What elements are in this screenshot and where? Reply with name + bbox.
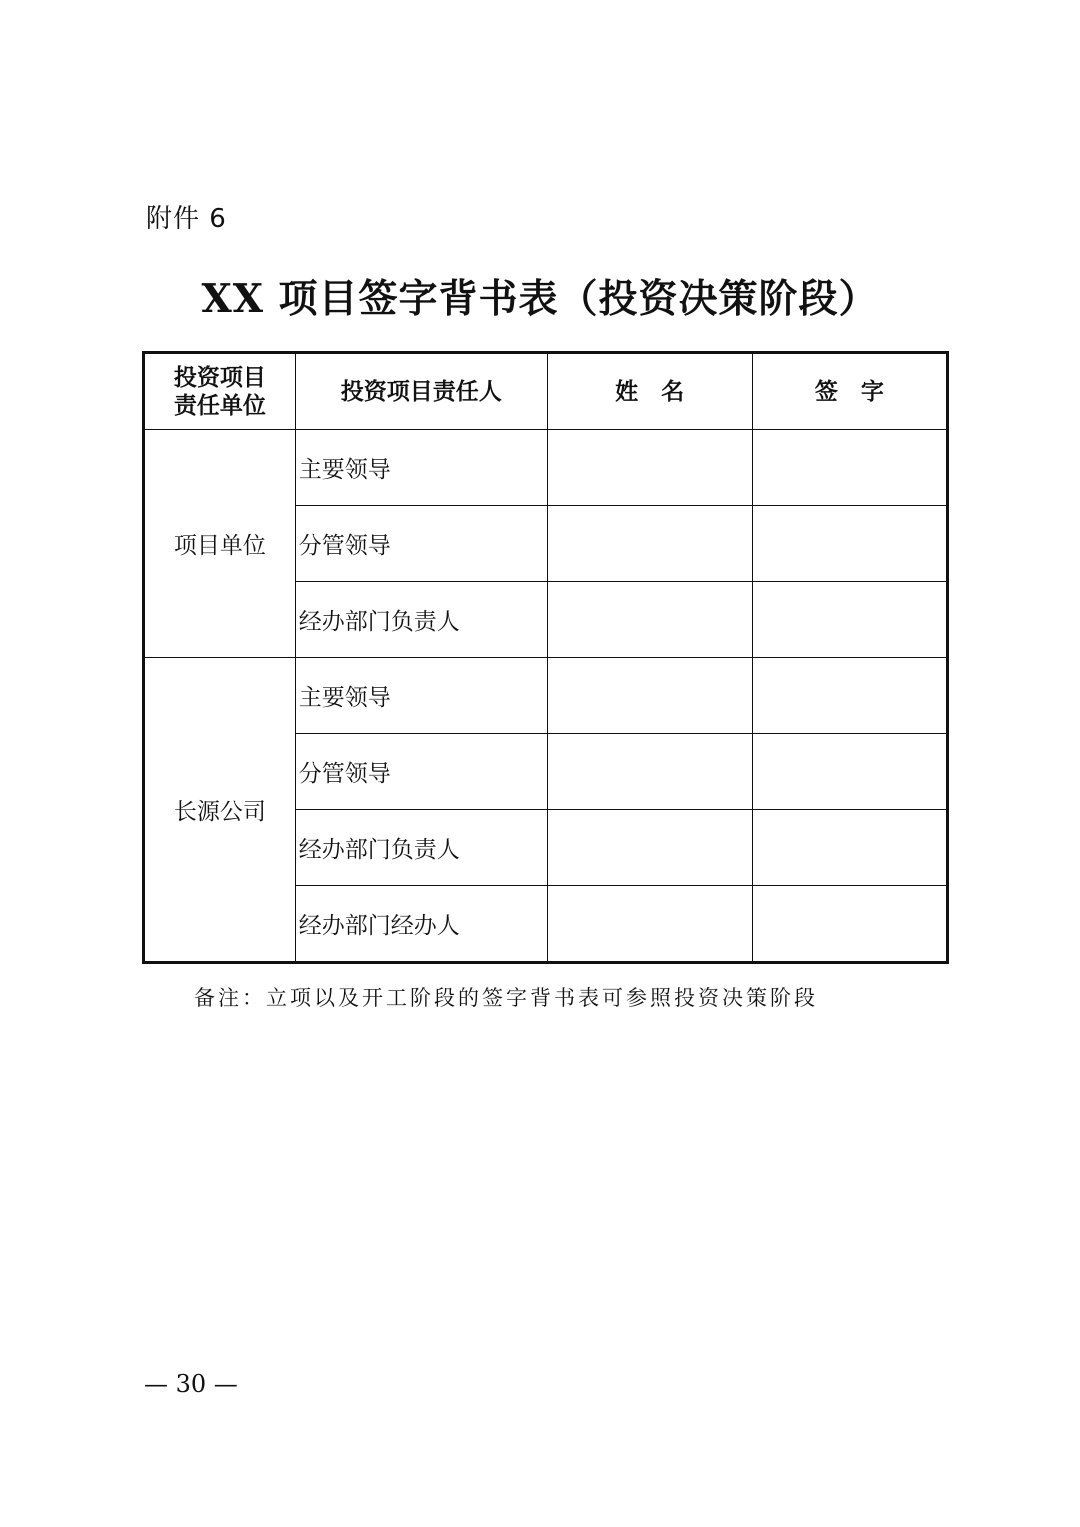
page-number: — 30 —	[144, 1370, 238, 1398]
signature-cell[interactable]	[752, 886, 947, 963]
role-cell: 分管领导	[295, 734, 547, 810]
role-cell: 经办部门经办人	[295, 886, 547, 963]
page-title: XX 项目签字背书表（投资决策阶段）	[201, 276, 879, 322]
table-row	[144, 658, 948, 734]
name-cell[interactable]	[547, 886, 752, 963]
header-responsible-person: 投资项目责任人	[295, 353, 547, 430]
role-cell: 分管领导	[295, 506, 547, 582]
signature-cell[interactable]	[752, 734, 947, 810]
signature-cell[interactable]	[752, 582, 947, 658]
role-cell: 经办部门负责人	[295, 582, 547, 658]
name-cell[interactable]	[547, 430, 752, 506]
signature-cell[interactable]	[752, 430, 947, 506]
header-responsible-unit: 投资项目责任单位	[144, 353, 296, 430]
name-cell[interactable]	[547, 506, 752, 582]
unit-cell-changyuan-company: 长源公司	[144, 658, 296, 963]
footnote: 备注：立项以及开工阶段的签字背书表可参照投资决策阶段	[194, 986, 818, 1010]
signature-cell[interactable]	[752, 658, 947, 734]
role-cell: 主要领导	[295, 658, 547, 734]
name-cell[interactable]	[547, 658, 752, 734]
role-cell: 经办部门负责人	[295, 810, 547, 886]
table-header-row	[144, 353, 948, 430]
role-cell: 主要领导	[295, 430, 547, 506]
table-row	[144, 430, 948, 506]
signature-table	[142, 351, 949, 964]
attachment-label: 附件 6	[146, 204, 227, 234]
header-signature: 签 字	[752, 353, 947, 430]
signature-cell[interactable]	[752, 810, 947, 886]
unit-cell-project-unit: 项目单位	[144, 430, 296, 658]
header-name: 姓 名	[547, 353, 752, 430]
signature-cell[interactable]	[752, 506, 947, 582]
name-cell[interactable]	[547, 582, 752, 658]
name-cell[interactable]	[547, 734, 752, 810]
name-cell[interactable]	[547, 810, 752, 886]
